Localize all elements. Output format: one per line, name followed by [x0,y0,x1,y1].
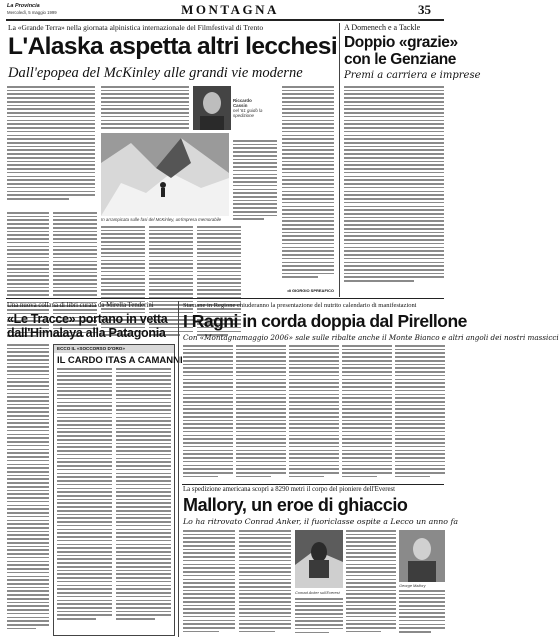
paper-name: La Provincia [7,3,40,9]
right-middle-body-col5 [395,345,445,479]
section-title: MONTAGNA [181,2,279,17]
anker-photo-caption: Conrad Anker sull'Everest [295,590,340,595]
anker-photo [295,530,343,588]
right-bottom-headline: Mallory, un eroe di ghiaccio [183,495,408,515]
lead-kicker: La «Grande Terra» nella giornata alpinistica internazionale del Filmfestival di Trento [8,23,264,32]
lead-photo-caption: In arrampicata sulle fasi del McKinley, un'impresa memorabile [101,217,222,222]
box-kicker: ECCO IL «SOCCORSO D'ORO» [57,346,125,351]
lead-photo [101,133,229,216]
left-bottom-headline-2: dall'Himalaya alla Patagonia [7,326,166,340]
right-middle-kicker: Stamane in Regione chiuderanno la presentazione del nutrito calendario di manifestazioni [183,302,417,309]
right-bottom-kicker: La spedizione americana scoprì a 8290 metri il corpo del pioniere dell'Everest [183,486,396,493]
inset-photo-cassin [193,86,231,130]
right-middle-body-col1 [183,345,233,479]
left-bottom-body-col1 [7,344,49,632]
lead-body-col1-top [7,86,95,202]
page-number: 35 [418,2,431,17]
column-divider-bottom [178,301,179,637]
section-rule-middle [6,298,444,299]
lead-subhead: Dall'epopea del McKinley alle grandi vie moderne [8,65,303,81]
right-bottom-subhead: Lo ha ritrovato Conrad Anker, il fuoriclasse ospite a Lecco un anno fa [183,517,459,526]
lead-headline: L'Alaska aspetta altri lecchesi [8,33,338,60]
date-line: Mercoledì, 5 maggio 1999 [7,10,57,15]
right-middle-headline: I Ragni in corda doppia dal Pirellone [183,311,467,331]
lead-body-col6 [282,86,334,280]
historic-portrait-image [399,530,445,582]
box-body-col2 [116,368,171,622]
masthead-rule [6,19,444,21]
right-bottom-body-col1 [183,530,235,635]
right-middle-body-col2 [236,345,286,479]
right-bottom-body-col2 [239,530,291,635]
right-middle-subhead: Con «Montagnamaggio 2006» sale sulle ribalte anche il Monte Bianco e altri angoli dei nostri massicci [183,333,559,342]
left-bottom-kicker: Una nuova collana di libri curata da Mirella Tenderini [7,302,154,309]
right-top-body [344,86,444,284]
column-divider [339,23,340,297]
mallory-photo-caption: George Mallory [399,583,426,588]
right-top-kicker: A Domenech e a Tackle [344,23,421,32]
climber-portrait-image [295,530,343,588]
lead-byline: di GIORGIO SPREAFICO [287,288,334,293]
portrait-image [193,86,231,130]
lead-body-col3 [233,140,277,222]
mallory-photo [399,530,445,582]
right-bottom-body-col3 [295,598,343,635]
right-middle-body-col4 [342,345,392,479]
lead-body-col2-top [101,86,189,131]
right-top-headline-2: con le Genziane [344,51,457,68]
right-top-subhead: Premi a carriera e imprese [344,70,481,81]
inset-caption-cassin: Riccardo Cassin nel '61 guidò la spedizione [233,98,263,118]
section-rule-lower [182,484,444,485]
right-middle-body-col3 [289,345,339,479]
right-top-headline-1: Doppio «grazie» [344,34,458,51]
left-bottom-headline-1: «Le Tracce» portano in vetta [7,312,168,326]
right-bottom-body-col5 [399,590,445,635]
mountain-climber-image [101,133,229,216]
right-bottom-body-col4 [346,530,396,635]
box-title: IL CARDO ITAS A CAMANNI [57,355,183,366]
box-body-col1 [57,368,112,622]
